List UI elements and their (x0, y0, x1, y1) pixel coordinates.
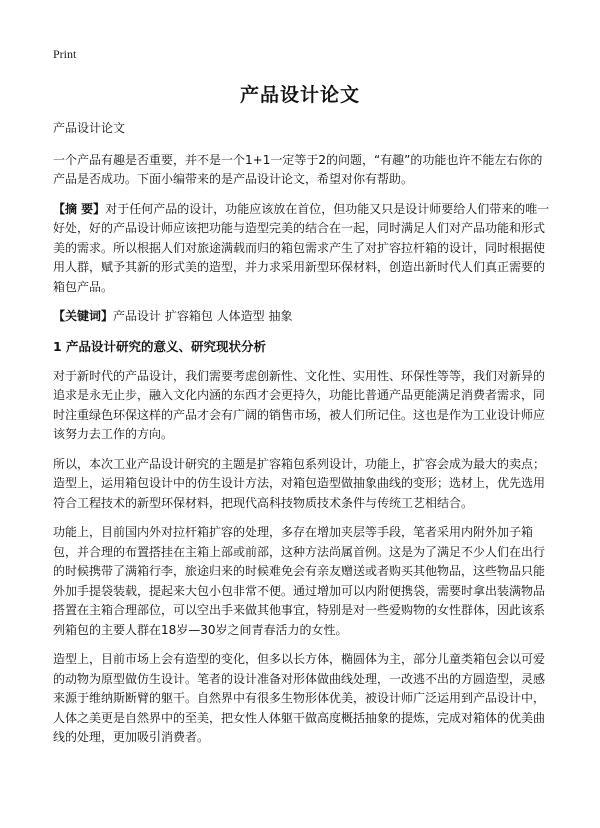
abstract-label: 【摘 要】 (53, 201, 106, 216)
abstract-text: 对于任何产品的设计，功能应该放在首位，但功能又只是设计师要给人们带来的唯一好处，好的产品设计师应该把功能与造型完美的结合在一起，同时满足人们对产品功能和形式美的需求。所以根据人们对旅途满载而归的箱包需求产生了对扩容拉杆箱的设计，同时根据使用人群，赋予其新的形式美的造型，并力求采用新型环保材料，创造出新时代人们真正需要的箱包产品。 (53, 201, 550, 294)
keywords-label: 【关键词】 (53, 309, 114, 323)
article-body (53, 119, 551, 758)
section-heading: 1 产品设计研究的意义、研究现状分析 (53, 338, 267, 354)
body-paragraph: 对于新时代的产品设计，我们需要考虑创新性、文化性、实用性、环保性等等，我们对新异的追求是永无止步，融入文化内涵的东西才会更持久，功能比普通产品更能满足消费者需求，同时注重绿色环保这样的产品才会有广阔的销售市场，被人们所记住。这也是作为工业设计师应该努力去工作的方向。 (53, 368, 546, 441)
article-subtitle: 产品设计论文 (53, 121, 126, 135)
keywords-text: 产品设计 扩容箱包 人体造型 抽象 (113, 309, 293, 323)
abstract-paragraph (53, 200, 551, 298)
body-paragraph: 造型上，目前市场上会有造型的变化，但多以长方体，椭圆体为主，部分儿童类箱包会以可爱的动物为原型做仿生设计。笔者的设计准备对形体做曲线处理，一改逃不出的方圆造型，灵感来源于维纳斯断臂的躯干。自然界中有很多生物形体优美，被设计师广泛运用到产品设计中，人体之美更是自然界中的至美，把女性人体躯干做高度概括抽象的提炼，完成对箱体的优美曲线的处理，更加吸引消费者。 (53, 652, 546, 744)
body-paragraph: 所以，本次工业产品设计研究的主题是扩容箱包系列设计，功能上，扩容会成为最大的卖点；造型上，运用箱包设计中的仿生设计方法，对箱包造型做抽象曲线的变形；选材上，优先选用符合工程技术的新型环保材料，把现代高科技物质技术条件与传统工艺相结合。 (53, 456, 546, 510)
page-title: 产品设计论文 (239, 84, 360, 106)
body-paragraph: 功能上，目前国内外对拉杆箱扩容的处理，多存在增加夹层等手段，笔者采用内附外加子箱包，并合理的布置搭挂在主箱上部或前部，这种方法尚属首例。这是为了满足不少人们在出行的时候携带了满箱行李，旅途归来的时候难免会有亲友赠送或者购买其他物品，这些物品只能外加手提袋装载，提起来大包小包非常不便。通过增加可以内附便携袋，需要时拿出装满物品搭置在主箱合理部位，可以空出手来做其他事宜，特别是对一些爱购物的女性群体，因此该系列箱包的主要人群在18岁—30岁之间青春活力的女性。 (53, 525, 546, 637)
keywords-paragraph (53, 307, 551, 327)
intro-paragraph: 一个产品有趣是否重要，并不是一个1+1一定等于2的问题，“有趣”的功能也许不能左右你的产品是否成功。下面小编带来的是产品设计论文，希望对你有帮助。 (53, 152, 543, 186)
print-link[interactable]: Print (53, 47, 77, 61)
